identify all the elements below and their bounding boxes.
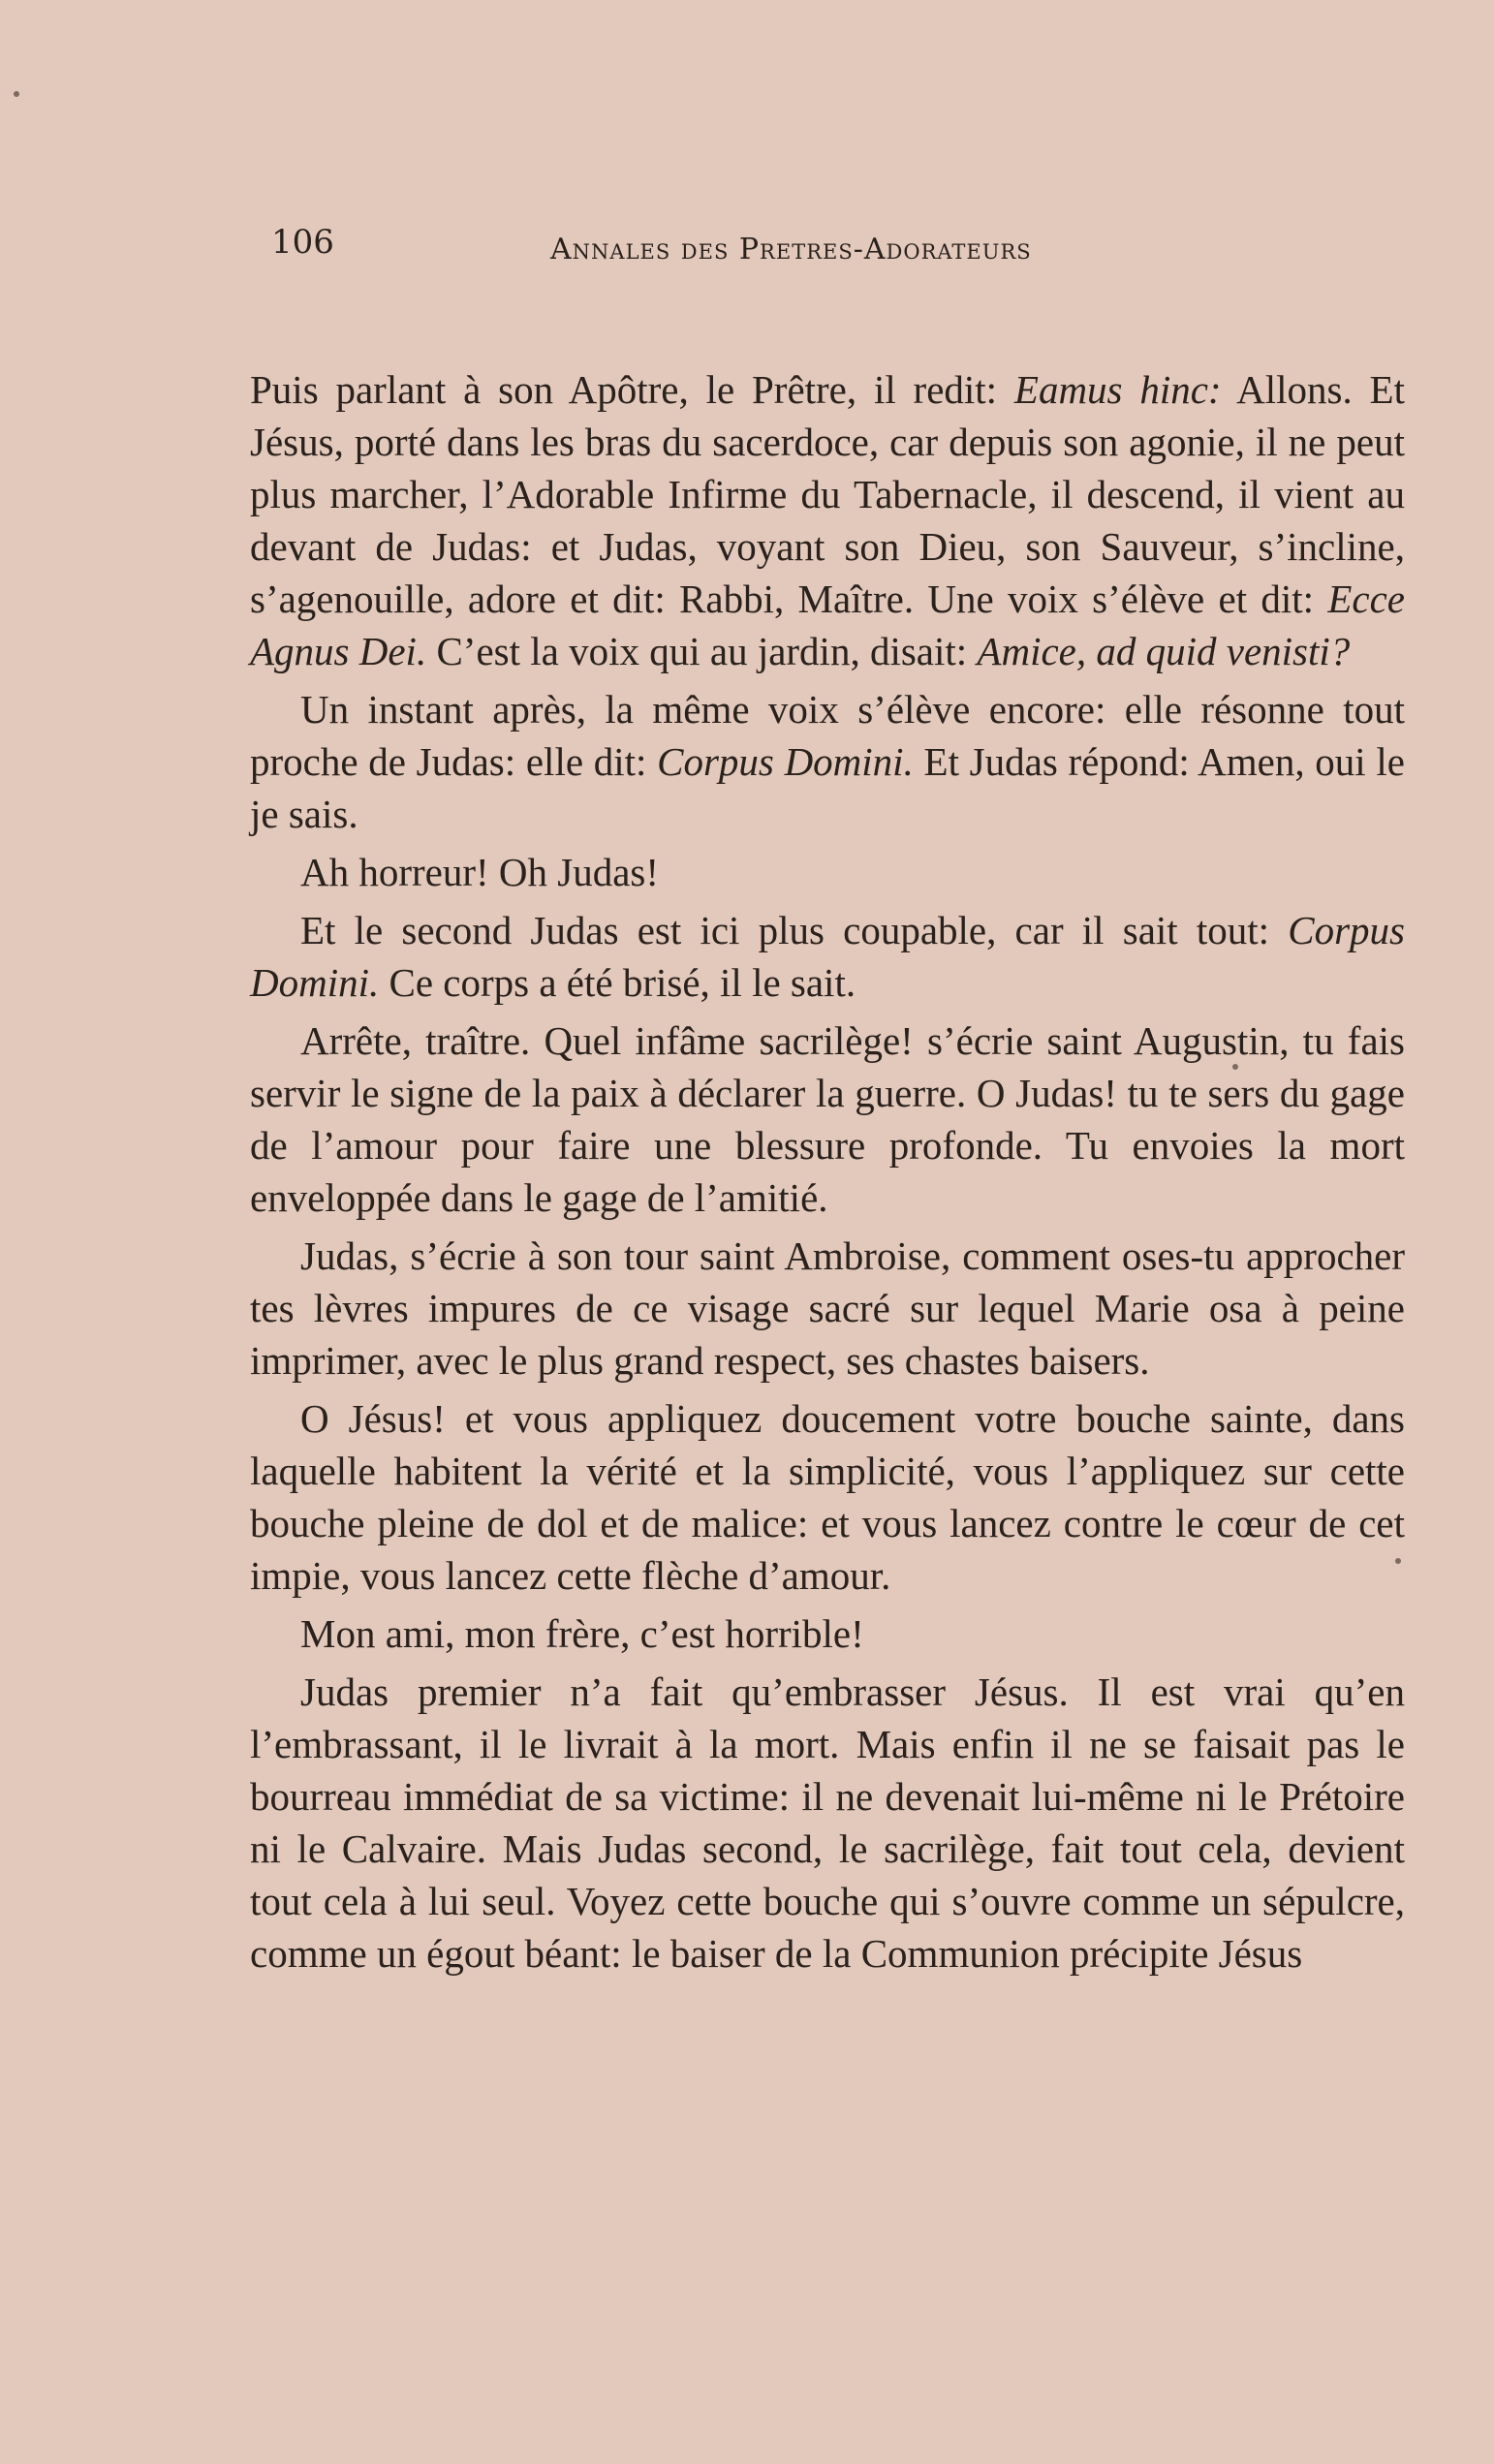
page-header — [0, 215, 1494, 273]
paragraph-6 — [250, 1230, 1405, 1387]
text-segment: Puis parlant à son Apôtre, le Prêtre, il redit: — [250, 367, 1014, 412]
body-text — [250, 363, 1405, 1985]
text-segment: Mon ami, mon frère, c’est horrible! — [300, 1611, 864, 1656]
text-segment: Un instant après, la même voix s’élève encore: elle résonne tout proche de Judas: elle dit: — [250, 687, 1405, 784]
latin-phrase: Ecce Agnus Dei. — [250, 577, 1405, 673]
latin-phrase: Amice, ad quid venisti? — [977, 629, 1351, 673]
paragraph-1 — [250, 363, 1405, 677]
text-segment: Allons. Et Jésus, porté dans les bras du sacerdoce, car depuis son agonie, il ne peut plus marcher, l’Adorable Infirme du Tabernacle, il descend, il vient au devant de Judas: et Judas, voyant son Dieu, son Sauveur, s’incline, s’agenouille, adore et dit: Rabbi, Maître. Une voix s’élève et dit: — [250, 367, 1405, 621]
text-segment: Arrête, traître. Quel infâme sacrilège! s’écrie saint Augustin, tu fais servir le signe de la paix à déclarer la guerre. O Judas! tu te sers du gage de l’amour pour faire une blessure profonde. Tu envoies la mort enveloppée dans le gage de l’amitié. — [250, 1018, 1405, 1220]
latin-phrase: Corpus Domini. — [250, 908, 1405, 1005]
ink-speck — [1395, 1558, 1401, 1564]
page-number: 106 — [271, 223, 334, 262]
paragraph-5 — [250, 1014, 1405, 1224]
text-segment: Et Judas répond: Amen, oui le je sais. — [250, 739, 1405, 836]
paragraph-2 — [250, 683, 1405, 840]
paragraph-7 — [250, 1392, 1405, 1602]
ink-speck — [14, 91, 19, 97]
ink-speck — [1232, 1064, 1238, 1070]
text-segment: Et le second Judas est ici plus coupable, car il sait tout: — [300, 908, 1289, 952]
latin-phrase: Eamus hinc: — [1013, 367, 1222, 412]
paragraph-4 — [250, 904, 1405, 1009]
paragraph-3 — [250, 846, 1405, 898]
text-segment: Ah horreur! Oh Judas! — [300, 850, 660, 894]
text-segment: Ce corps a été brisé, il le sait. — [379, 960, 856, 1005]
latin-phrase: Corpus Domini. — [657, 739, 914, 784]
text-segment: Judas, s’écrie à son tour saint Ambroise, comment oses-tu approcher tes lèvres impures de ce visage sacré sur lequel Marie osa à peine imprimer, avec le plus grand respect, ses chastes baisers. — [250, 1233, 1405, 1383]
running-title: Annales des Pretres-Adorateurs — [550, 233, 1032, 266]
paragraph-9 — [250, 1666, 1405, 1980]
paragraph-8 — [250, 1607, 1405, 1660]
text-segment: O Jésus! et vous appliquez doucement votre bouche sainte, dans laquelle habitent la vérité et la simplicité, vous l’appliquez sur cette bouche pleine de dol et de malice: et vous lancez contre le cœur de cet impie, vous lancez cette flèche d’amour. — [250, 1396, 1405, 1598]
text-segment: C’est la voix qui au jardin, disait: — [426, 629, 978, 673]
text-segment: Judas premier n’a fait qu’embrasser Jésus. Il est vrai qu’en l’embrassant, il le livrait à la mort. Mais enfin il ne se faisait pas le bourreau immédiat de sa victime: il ne devenait lui-même ni le Prétoire ni le Calvaire. Mais Judas second, le sacrilège, fait tout cela, devient tout cela à lui seul. Voyez cette bouche qui s’ouvre comme un sépulcre, comme un égout béant: le baiser de la Communion précipite Jésus — [250, 1669, 1405, 1976]
